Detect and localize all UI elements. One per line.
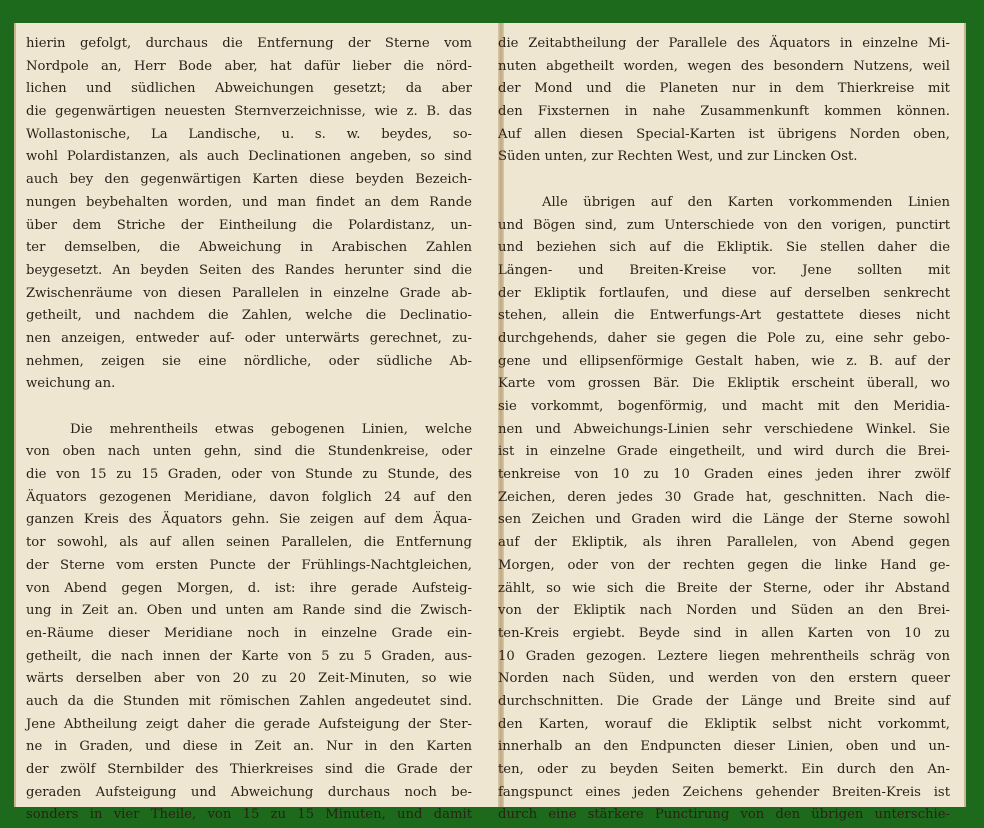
text-line: von der Ekliptik nach Norden und Süden an den Brei-: [498, 603, 950, 619]
text-line: zählt, so wie sich die Breite der Sterne, oder ihr Abstand: [498, 580, 950, 596]
paragraph-gap: [498, 169, 950, 192]
text-line: lichen und südlichen Abweichungen gesetzt; da aber: [26, 81, 472, 97]
text-line: fangspunct eines jeden Zeichens gehender Breiten-Kreis ist: [498, 784, 950, 800]
text-line: auf der Ekliptik, als ihren Parallelen, von Abend gegen: [498, 535, 950, 551]
text-line: Karte vom grossen Bär. Die Ekliptik erscheint überall, wo: [498, 376, 950, 392]
text-line: nen anzeigen, entweder auf- oder unterwärts gerechnet, zu-: [26, 330, 472, 346]
text-line: Zwischenräume von diesen Parallelen in einzelne Grade ab-: [26, 285, 472, 301]
text-line: den Karten, worauf die Ekliptik selbst nicht vorkommt,: [498, 716, 950, 732]
right-paragraph-1: [498, 33, 950, 169]
text-line: Jene Abtheilung zeigt daher die gerade Aufsteigung der Ster-: [26, 716, 472, 732]
text-line: die gegenwärtigen neuesten Sternverzeichnisse, wie z. B. das: [26, 104, 472, 120]
text-line: der zwölf Sternbilder des Thierkreises sind die Grade der: [26, 762, 472, 777]
text-line: sonders in vier Theile, von 15 zu 15 Minuten, und damit: [26, 807, 472, 823]
text-line: Morgen, oder von der rechten gegen die linke Hand ge-: [498, 557, 950, 573]
text-line: über dem Striche der Eintheilung die Polardistanz, un-: [26, 217, 472, 233]
text-line: Zeichen, deren jedes 30 Grade hat, geschnitten. Nach die-: [498, 489, 950, 505]
text-line: weichung an.: [26, 376, 116, 392]
text-line: Die mehrentheils etwas gebogenen Linien, welche: [70, 421, 472, 437]
text-line: von Abend gegen Morgen, d. ist: ihre gerade Aufsteig-: [26, 580, 472, 596]
text-line: und beziehen sich auf die Ekliptik. Sie stellen daher die: [498, 240, 950, 256]
text-line: die Zeitabtheilung der Parallele des Äquators in einzelne Mi-: [498, 36, 950, 51]
text-line: en-Räume dieser Meridiane noch in einzelne Grade ein-: [26, 625, 472, 641]
text-line: 10 Graden gezogen. Leztere liegen mehrentheils schräg von: [498, 648, 950, 664]
text-line: nuten abgetheilt worden, wegen des besondern Nutzens, weil: [498, 58, 950, 74]
text-line: Längen- und Breiten-Kreise vor. Jene sollten mit: [498, 262, 950, 278]
text-line: hierin gefolgt, durchaus die Entfernung der Sterne vom: [26, 36, 472, 51]
text-line: den Fixsternen in nahe Zusammenkunft kommen können.: [498, 104, 950, 120]
text-line: Alle übrigen auf den Karten vorkommenden Linien: [542, 194, 950, 210]
text-line: auch bey den gegenwärtigen Karten diese beyden Bezeich-: [26, 172, 472, 188]
text-line: der Sterne vom ersten Puncte der Frühlings-Nachtgleichen,: [26, 557, 472, 573]
text-line: auch da die Stunden mit römischen Zahlen angedeutet sind.: [26, 693, 472, 709]
text-line: durchschnitten. Die Grade der Länge und Breite sind auf: [498, 693, 950, 709]
text-line: der Mond und die Planeten nur in dem Thierkreise mit: [498, 81, 950, 97]
text-line: Norden nach Süden, und werden von den erstern queer: [498, 671, 950, 687]
text-line: ung in Zeit an. Oben und unten am Rande sind die Zwisch-: [26, 603, 472, 619]
text-line: beygesetzt. An beyden Seiten des Randes herunter sind die: [26, 262, 472, 278]
left-column: [26, 33, 472, 827]
text-line: getheilt, die nach innen der Karte von 5 zu 5 Graden, aus-: [26, 648, 472, 664]
text-line: stehen, allein die Entwerfungs-Art gestattete dieses nicht: [498, 308, 950, 324]
text-line: nen und Abweichungs-Linien sehr verschiedene Winkel. Sie: [498, 421, 950, 437]
text-line: der Ekliptik fortlaufen, und diese auf derselben senkrecht: [498, 285, 950, 301]
left-paragraph-1: [26, 33, 472, 396]
right-column: [498, 33, 950, 827]
text-line: ter demselben, die Abweichung in Arabischen Zahlen: [26, 240, 472, 256]
text-line: von oben nach unten gehn, sind die Stundenkreise, oder: [26, 444, 472, 460]
text-line: sen Zeichen und Graden wird die Länge der Sterne sowohl: [498, 512, 950, 528]
text-line: ten, oder zu beyden Seiten bemerkt. Ein durch den An-: [498, 762, 950, 777]
text-line: die von 15 zu 15 Graden, oder von Stunde zu Stunde, des: [26, 467, 472, 483]
text-line: wohl Polardistanzen, als auch Declinationen angeben, so sind: [26, 149, 472, 165]
text-line: Äquators gezogenen Meridiane, davon folglich 24 auf den: [26, 489, 472, 505]
text-line: ganzen Kreis des Äquators gehn. Sie zeigen auf dem Äqua-: [26, 512, 472, 528]
text-line: tenkreise von 10 zu 10 Graden eines jeden ihrer zwölf: [498, 467, 950, 483]
right-paragraph-2: [498, 192, 950, 827]
paragraph-gap: [26, 396, 472, 419]
text-line: Auf allen diesen Special-Karten ist übrigens Norden oben,: [498, 126, 950, 142]
text-line: ne in Graden, und diese in Zeit an. Nur in den Karten: [26, 739, 472, 755]
text-line: gene und ellipsenförmige Gestalt haben, wie z. B. auf der: [498, 353, 950, 369]
text-line: Wollastonische, La Landische, u. s. w. beydes, so-: [26, 126, 472, 142]
text-line: wärts derselben aber von 20 zu 20 Zeit-Minuten, so wie: [26, 671, 472, 687]
left-paragraph-2: [26, 419, 472, 827]
text-line: sie vorkommt, bogenförmig, und macht mit den Meridia-: [498, 399, 950, 414]
text-line: Nordpole an, Herr Bode aber, hat dafür lieber die nörd-: [26, 58, 472, 74]
text-line: nehmen, zeigen sie eine nördliche, oder südliche Ab-: [26, 353, 472, 369]
text-line: geraden Aufsteigung und Abweichung durchaus noch be-: [26, 784, 472, 800]
text-line: nungen beybehalten worden, und man findet an dem Rande: [26, 194, 472, 210]
text-line: und Bögen sind, zum Unterschiede von den vorigen, punctirt: [498, 217, 950, 233]
text-line: durch eine stärkere Punctirung von den übrigen unterschie-: [498, 807, 950, 823]
text-line: innerhalb an den Endpuncten dieser Linien, oben und un-: [498, 739, 950, 755]
text-line: getheilt, und nachdem die Zahlen, welche die Declinatio-: [26, 308, 472, 324]
text-line: Süden unten, zur Rechten West, und zur Lincken Ost.: [498, 149, 858, 165]
text-line: tor sowohl, als auf allen seinen Parallelen, die Entfernung: [26, 535, 472, 551]
text-line: ist in einzelne Grade eingetheilt, und wird durch die Brei-: [498, 444, 950, 460]
text-line: durchgehends, daher sie gegen die Pole zu, eine sehr gebo-: [498, 330, 950, 346]
text-line: ten-Kreis ergiebt. Beyde sind in allen Karten von 10 zu: [498, 625, 950, 641]
scanned-page: [14, 23, 966, 823]
